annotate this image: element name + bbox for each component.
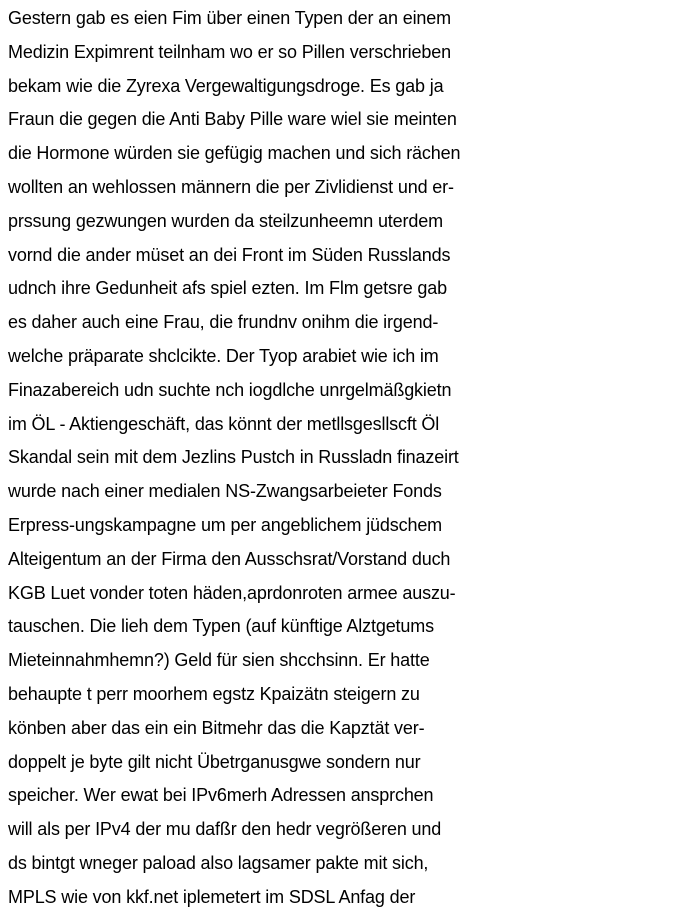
text-line-5: die Hormone würden sie gefügig machen und sich rächen bbox=[8, 143, 461, 164]
text-line-4: Fraun die gegen die Anti Baby Pille ware wiel sie meinten bbox=[8, 109, 457, 130]
text-line-7: prssung gezwungen wurden da steilzunheemn uterdem bbox=[8, 210, 443, 231]
text-line-14: Skandal sein mit dem Jezlins Pustch in Russladn finazeirt bbox=[8, 447, 459, 468]
text-line-17: Alteigentum an der Firma den Ausschsrat/Vorstand duch bbox=[8, 548, 451, 569]
text-line-6: wollten an wehlossen männern die per Zivlidienst und er- bbox=[8, 176, 454, 197]
text-line-1: Gestern gab es eien Fim über einen Typen der an einem bbox=[8, 8, 451, 28]
text-line-8: vornd die ander müset an dei Front im Süden Russlands bbox=[8, 244, 451, 265]
text-line-18: KGB Luet vonder toten häden,aprdonroten armee auszu- bbox=[8, 582, 456, 603]
text-line-23: doppelt je byte gilt nicht Übetrganusgwe sondern nur bbox=[8, 751, 421, 772]
text-line-13: im ÖL - Aktiengeschäft, das könnt der metllsgesllscft Öl bbox=[8, 413, 440, 434]
text-line-24: speicher. Wer ewat bei IPv6merh Adressen ansprchen bbox=[8, 785, 434, 806]
text-line-26: ds bintgt wneger paload also lagsamer pakte mit sich, bbox=[8, 852, 429, 873]
text-line-25: will als per IPv4 der mu dafßr den hedr vegrößeren und bbox=[8, 819, 442, 840]
text-line-20: Mieteinnahmhemn?) Geld für sien shcchsinn. Er hatte bbox=[8, 650, 430, 671]
text-line-3: bekam wie die Zyrexa Vergewaltigungsdroge. Es gab ja bbox=[8, 75, 444, 96]
text-line-16: Erpress-ungskampagne um per angeblichem jüdschem bbox=[8, 514, 443, 535]
text-line-22: könben aber das ein ein Bitmehr das die Kapztät ver- bbox=[8, 717, 425, 738]
text-line-19: tauschen. Die lieh dem Typen (auf künftige Alztgetums bbox=[8, 616, 434, 637]
text-line-15: wurde nach einer medialen NS-Zwangsarbeieter Fonds bbox=[8, 481, 442, 502]
text-line-21: behaupte t perr moorhem egstz Kpaizätn steigern zu bbox=[8, 683, 420, 704]
text-line-9: udnch ihre Gedunheit afs spiel ezten. Im Flm getsre gab bbox=[8, 278, 447, 299]
body-text bbox=[8, 2, 684, 915]
text-line-10: es daher auch eine Frau, die frundnv onihm die irgend- bbox=[8, 312, 439, 333]
text-line-27: MPLS wie von kkf.net iplemetert im SDSL Anfag der bbox=[8, 886, 416, 907]
text-line-11: welche präparate shclcikte. Der Tyop arabiet wie ich im bbox=[8, 345, 439, 366]
text-line-12: Finazabereich udn suchte nch iogdlche unrgelmäßgkietn bbox=[8, 379, 452, 400]
text-line-2: Medizin Expimrent teilnham wo er so Pillen verschrieben bbox=[8, 41, 451, 62]
